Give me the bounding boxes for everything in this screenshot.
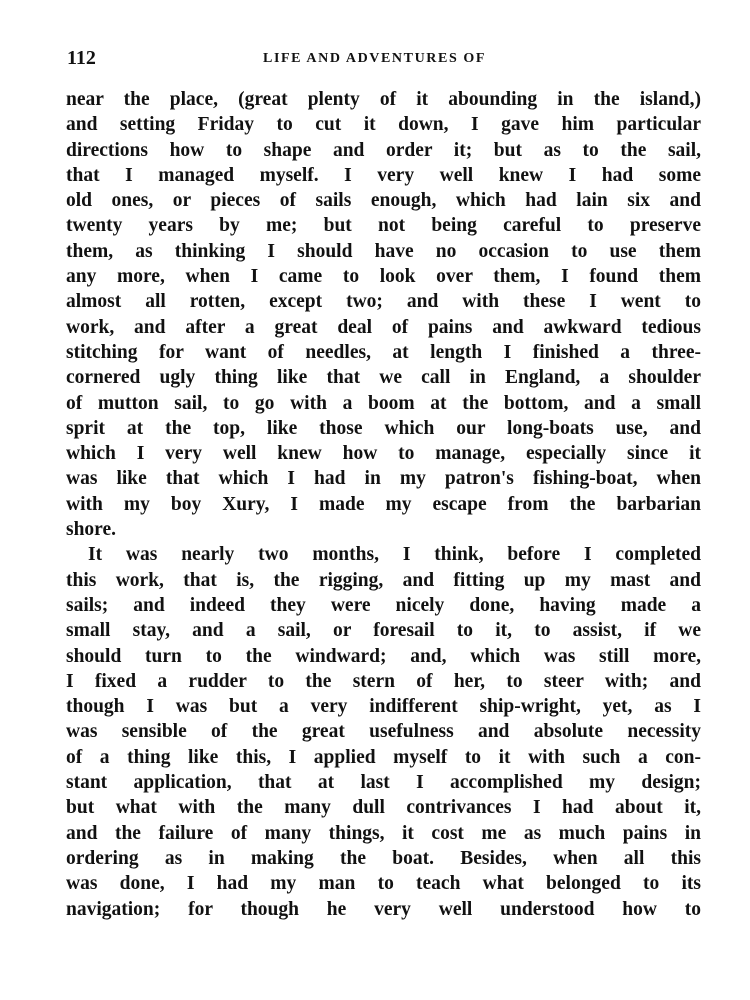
text-line: work, and after a great deal of pains and awkward tedious [66,316,701,338]
text-line: navigation; for though he very well understood how to [66,898,701,920]
paragraph [66,542,701,921]
text-line: I fixed a rudder to the stern of her, to steer with; and [66,670,701,692]
text-line: though I was but a very indifferent ship-wright, yet, as I [66,696,701,718]
text-line: almost all rotten, except two; and with these I went to [66,291,701,313]
text-line: small stay, and a sail, or foresail to it, to assist, if we [66,620,701,642]
page-number: 112 [67,47,96,69]
text-line: and setting Friday to cut it down, I gave him particular [66,114,701,136]
text-line: stitching for want of needles, at length I finished a three- [66,341,701,363]
paragraph [66,87,701,542]
text-line: any more, when I came to look over them, I found them [66,266,701,288]
text-line: near the place, (great plenty of it abounding in the island,) [66,89,701,110]
text-line: sails; and indeed they were nicely done, having made a [66,594,701,616]
text-line: was sensible of the great usefulness and absolute necessity [66,721,701,743]
text-line: and the failure of many things, it cost me as much pains in [66,822,701,844]
text-line: with my boy Xury, I made my escape from the barbarian [66,493,701,515]
text-line: that I managed myself. I very well knew I had some [66,164,701,186]
text-line: It was nearly two months, I think, before I completed [88,544,701,566]
text-line: should turn to the windward; and, which was still more, [66,645,701,667]
text-line: twenty years by me; but not being careful to preserve [66,215,701,237]
text-line: directions how to shape and order it; but as to the sail, [66,139,701,161]
text-line: this work, that is, the rigging, and fitting up my mast and [66,569,701,591]
text-line: shore. [66,519,117,541]
text-line: ordering as in making the boat. Besides, when all this [66,847,701,869]
text-line: but what with the many dull contrivances I had about it, [66,797,701,819]
text-line: sprit at the top, like those which our long-boats use, and [66,417,701,439]
running-title: LIFE AND ADVENTURES OF [263,51,487,66]
text-line: was done, I had my man to teach what belonged to its [66,873,701,895]
text-line: was like that which I had in my patron's fishing-boat, when [66,468,701,490]
text-line: them, as thinking I should have no occasion to use them [66,240,701,262]
text-line: of mutton sail, to go with a boom at the bottom, and a small [66,392,701,414]
text-line: stant application, that at last I accomplished my design; [66,772,701,794]
text-line: cornered ugly thing like that we call in England, a shoulder [66,367,701,389]
text-line: old ones, or pieces of sails enough, which had lain six and [66,190,701,212]
body-text [66,87,701,922]
text-line: of a thing like this, I applied myself to it with such a con- [66,746,701,768]
text-line: which I very well knew how to manage, especially since it [66,443,701,465]
